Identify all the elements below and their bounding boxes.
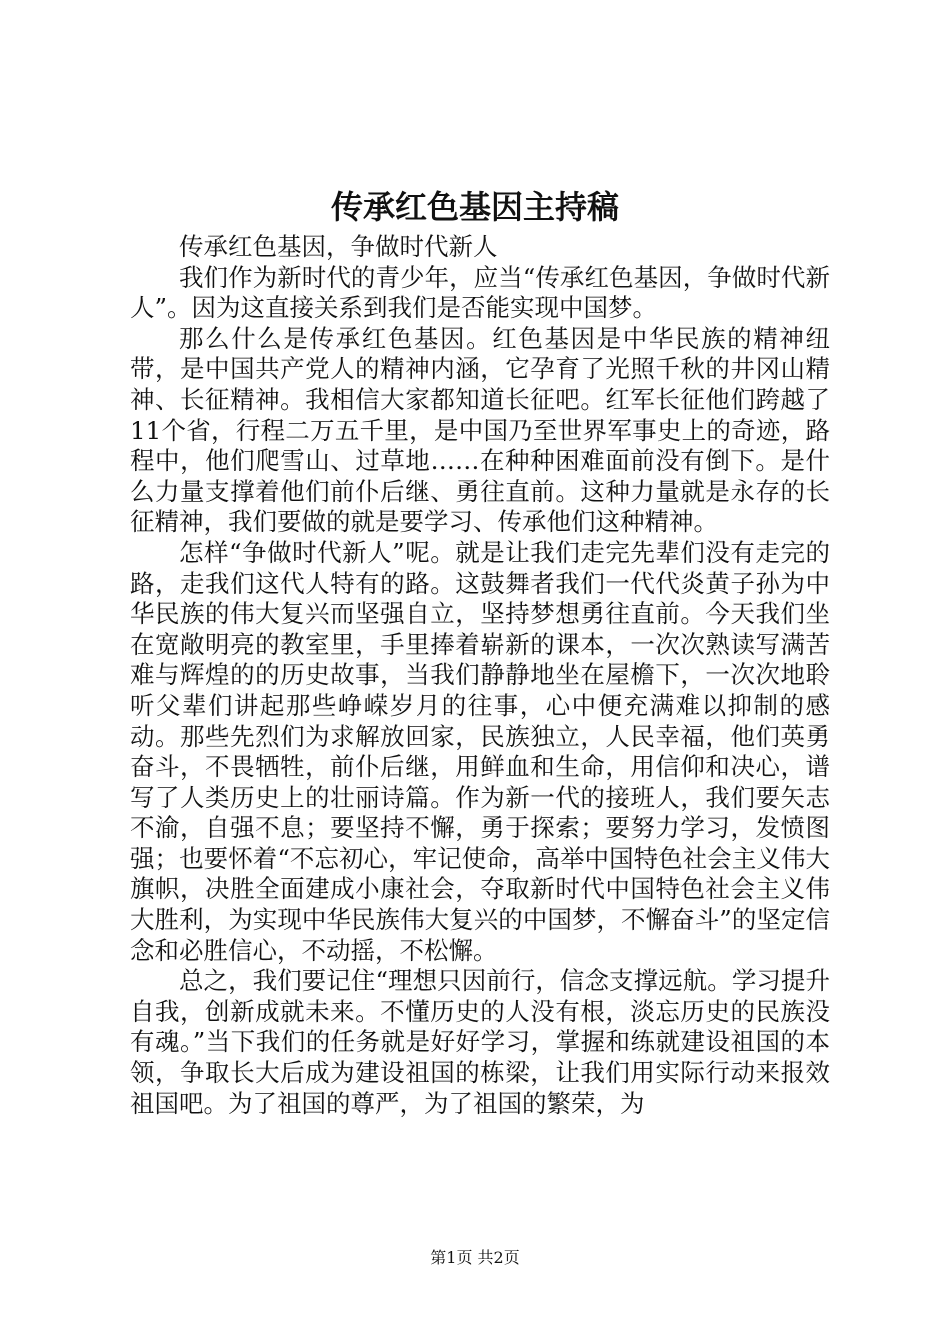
document-body [130, 232, 830, 1119]
paragraph: 怎样“争做时代新人”呢。就是让我们走完先辈们没有走完的路，走我们这代人特有的路。这鼓舞者我们一代代炎黄子孙为中华民族的伟大复兴而坚强自立，坚持梦想勇往直前。今天我们坐在宽敞明亮的教室里，手里捧着崭新的课本，一次次熟读写满苦难与辉煌的的历史故事，当我们静静地坐在屋檐下，一次次地聆听父辈们讲起那些峥嵘岁月的往事，心中便充满难以抑制的感动。那些先烈们为求解放回家，民族独立，人民幸福，他们英勇奋斗，不畏牺牲，前仆后继，用鲜血和生命，用信仰和决心，谱写了人类历史上的壮丽诗篇。作为新一代的接班人，我们要矢志不渝，自强不息；要坚持不懈，勇于探索；要努力学习，发愤图强；也要怀着“不忘初心，牢记使命，高举中国特色社会主义伟大旗帜，决胜全面建成小康社会，夺取新时代中国特色社会主义伟大胜利，为实现中华民族伟大复兴的中国梦，不懈奋斗”的坚定信念和必胜信心，不动摇，不松懈。 [130, 537, 830, 965]
paragraph-subtitle: 传承红色基因，争做时代新人 [179, 232, 498, 261]
paragraph: 总之，我们要记住“理想只因前行，信念支撑远航。学习提升自我，创新成就未来。不懂历史的人没有根，淡忘历史的民族没有魂。”当下我们的任务就是好好学习，掌握和练就建设祖国的本领，争取长大后成为建设祖国的栋梁，让我们用实际行动来报效祖国吧。为了祖国的尊严，为了祖国的繁荣，为 [130, 966, 830, 1118]
paragraph: 那么什么是传承红色基因。红色基因是中华民族的精神纽带，是中国共产党人的精神内涵，它孕育了光照千秋的井冈山精神、长征精神。我相信大家都知道长征吧。红军长征他们跨越了11个省，行程二万五千里，是中国乃至世界军事史上的奇迹，路程中，他们爬雪山、过草地……在种种困难面前没有倒下。是什么力量支撑着他们前仆后继、勇往直前。这种力量就是永存的长征精神，我们要做的就是要学习、传承他们这种精神。 [130, 323, 830, 537]
page-number-footer: 第1页 共2页 [430, 1248, 520, 1267]
paragraph: 我们作为新时代的青少年，应当“传承红色基因，争做时代新人”。因为这直接关系到我们是否能实现中国梦。 [130, 262, 830, 323]
document-title: 传承红色基因主持稿 [330, 188, 619, 226]
